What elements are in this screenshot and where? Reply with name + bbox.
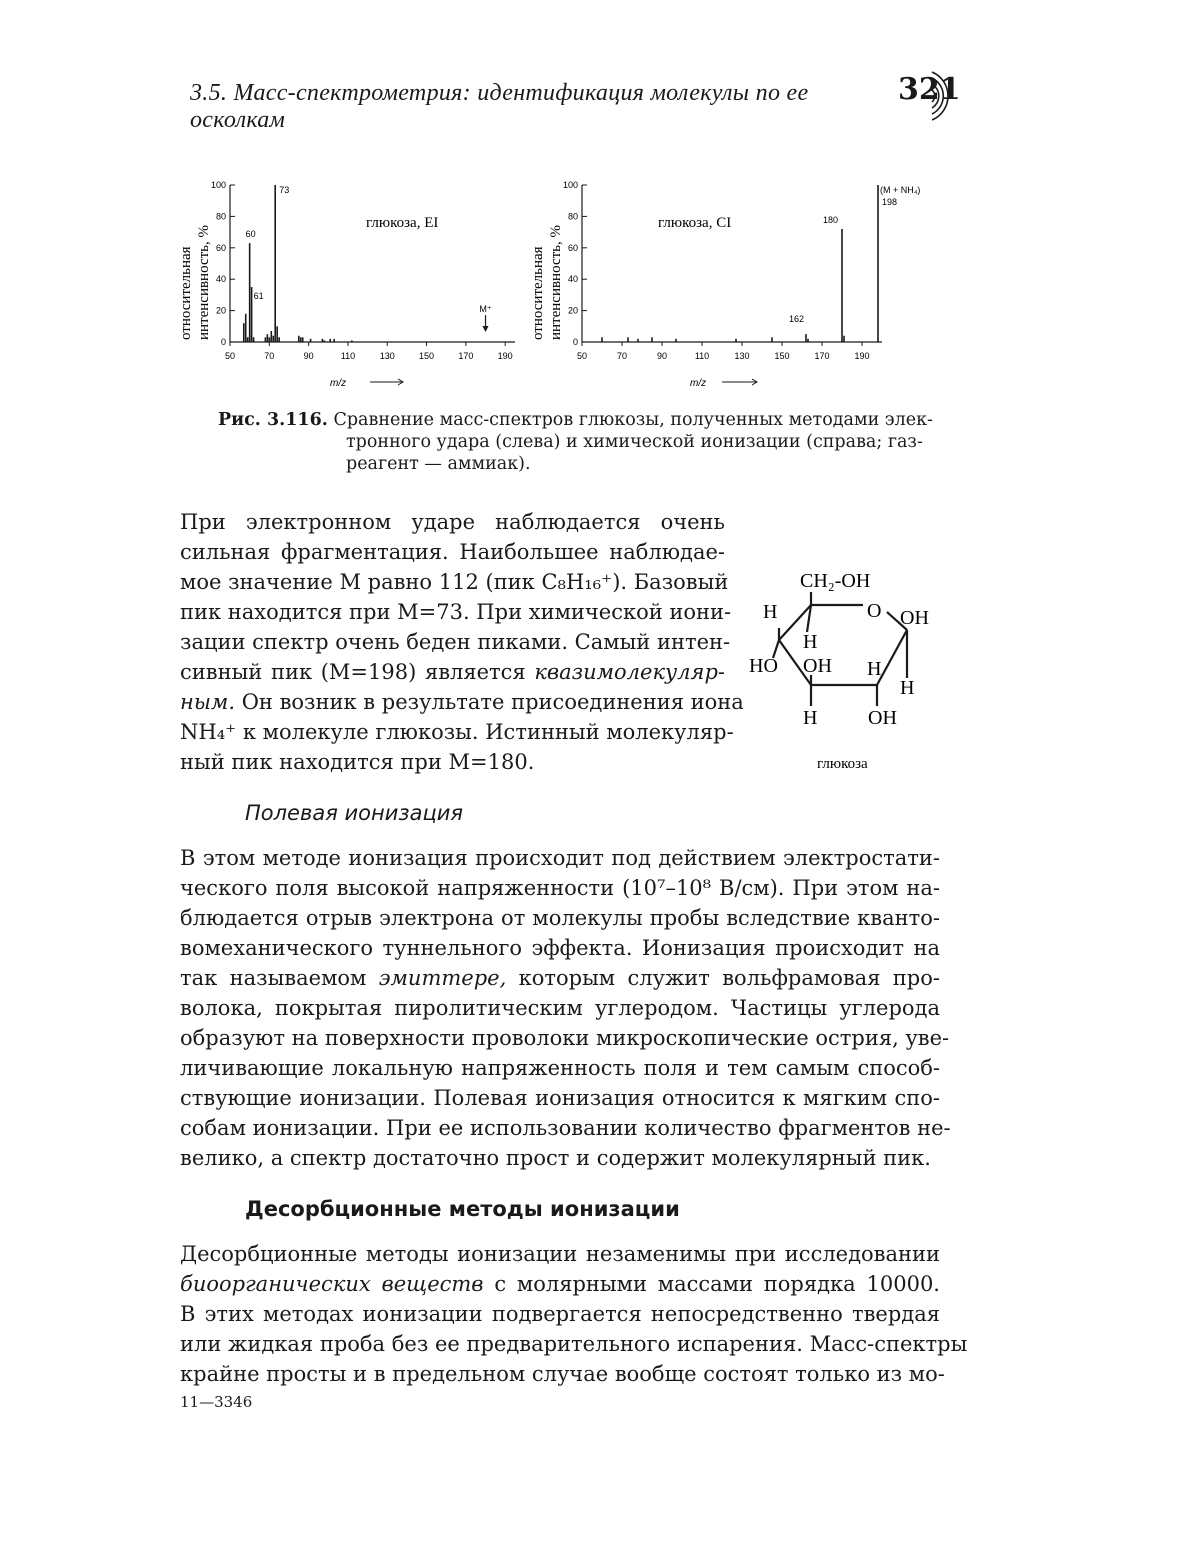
page-number: 321 xyxy=(898,72,961,107)
y-tick-label: 100 xyxy=(562,180,578,190)
x-tick-label: 90 xyxy=(303,351,314,361)
struct-oh-inner: OH xyxy=(803,655,832,677)
term-italic: квазимолекуляр- xyxy=(534,660,725,684)
text-line xyxy=(180,687,744,717)
text-line: блюдается отрыв электрона от молекулы пробы вследствие кванто- xyxy=(180,906,940,930)
x-tick-label: 190 xyxy=(497,351,513,361)
x-tick-label: 130 xyxy=(734,351,750,361)
struct-label: глюкоза xyxy=(817,756,868,772)
x-tick-label: 110 xyxy=(340,351,356,361)
struct-ring-oxygen: O xyxy=(867,600,882,622)
y-tick-label: 40 xyxy=(567,274,578,285)
glucose-structure xyxy=(745,560,945,780)
running-header: 3.5. Масс-спектрометрия: идентификация молекулы по ее осколкам xyxy=(190,80,809,133)
x-tick-label: 70 xyxy=(616,351,628,361)
section-title-desorption: Десорбционные методы ионизации xyxy=(245,1197,680,1221)
text-fragment: с молярными массами порядка 10000. xyxy=(494,1272,940,1296)
text-fragment: так называемом xyxy=(180,966,367,990)
struct-h-inner: H xyxy=(803,631,818,653)
page-ornament-icon xyxy=(930,66,964,126)
x-tick-label: 90 xyxy=(656,351,668,361)
struct-ho: HO xyxy=(749,655,778,677)
text-fragment: Он возник в результате присоединения иона xyxy=(235,690,744,714)
x-axis-label-ei: m/z xyxy=(330,378,347,389)
term-italic: биоорганических веществ xyxy=(180,1272,484,1296)
struct-ch2oh: CH₂-OH xyxy=(800,570,871,592)
chart-ci xyxy=(530,180,920,389)
text-line xyxy=(180,657,725,687)
y-axis-label-line1-ci: относительная xyxy=(530,246,546,340)
adduct-label: (M + NH₄) xyxy=(880,185,921,195)
struct-h-bottom: H xyxy=(803,707,818,729)
text-line: собам ионизации. При ее использовании количество фрагментов не- xyxy=(180,1116,951,1140)
y-tick-label: 80 xyxy=(567,211,578,222)
y-tick-label: 40 xyxy=(215,274,226,285)
figure-caption xyxy=(218,409,958,475)
y-axis-label-line2-ci: интенсивность, % xyxy=(548,224,564,340)
x-tick-label: 130 xyxy=(379,351,395,361)
x-tick-label: 170 xyxy=(458,351,474,361)
text-line xyxy=(180,963,940,993)
peak-label: 61 xyxy=(253,291,264,302)
text-line xyxy=(180,1269,940,1299)
peak-label: 180 xyxy=(822,214,838,225)
text-line: ствующие ионизации. Полевая ионизация относится к мягким спо- xyxy=(180,1086,940,1110)
x-tick-label: 150 xyxy=(774,351,790,361)
text-line: ный пик находится при М=180. xyxy=(180,750,535,774)
x-tick-label: 70 xyxy=(264,351,275,361)
y-axis-label-line1: относительная xyxy=(178,246,194,340)
text-line: В этом методе ионизация происходит под действием электростати- xyxy=(180,846,940,870)
term-italic: ным. xyxy=(180,690,236,714)
struct-h-left: H xyxy=(763,601,778,623)
text-line: образуют на поверхности проволоки микроскопические острия, уве- xyxy=(180,1026,950,1050)
caption-line-3: реагент — аммиак). xyxy=(346,454,531,474)
text-line: ческого поля высокой напряженности (10⁷–10⁸ В/см). При этом на- xyxy=(180,876,940,900)
molecular-ion-label: M⁺ xyxy=(479,304,492,314)
term-italic: эмиттере, xyxy=(378,966,507,990)
text-line: NH₄⁺ к молекуле глюкозы. Истинный молекуляр- xyxy=(180,720,734,744)
text-line: мое значение М равно 112 (пик C₈H₁₆⁺). Базовый xyxy=(180,570,729,594)
x-axis-label-ci: m/z xyxy=(690,378,707,389)
section-title-field-ionization: Полевая ионизация xyxy=(245,801,464,825)
peak-label: 73 xyxy=(279,185,290,195)
x-tick-label: 50 xyxy=(224,351,236,361)
chart-ei xyxy=(178,180,515,389)
y-tick-label: 20 xyxy=(567,305,578,316)
text-line: волока, покрытая пиролитическим углеродом. Частицы углерода xyxy=(180,996,940,1020)
text-line: личивающие локальную напряженность поля и тем самым способ- xyxy=(180,1056,940,1080)
text-line: пик находится при М=73. При химической иони- xyxy=(180,600,732,624)
paragraph-desorption xyxy=(180,1239,968,1389)
text-fragment: сивный пик (М=198) является xyxy=(180,660,526,684)
peak-label: 198 xyxy=(882,197,898,207)
mass-spectra-figure xyxy=(170,170,950,400)
x-tick-label: 150 xyxy=(419,351,435,361)
text-line: зации спектр очень беден пиками. Самый интен- xyxy=(180,630,731,654)
x-tick-label: 110 xyxy=(694,351,710,361)
text-line: При электронном ударе наблюдается очень xyxy=(180,510,725,534)
chart-title-ci: глюкоза, CI xyxy=(658,215,732,231)
x-tick-label: 50 xyxy=(576,351,588,361)
text-fragment: которым служит вольфрамовая про- xyxy=(518,966,940,990)
text-line: В этих методах ионизации подвергается непосредственно твердая xyxy=(180,1302,940,1326)
arrow-down-icon xyxy=(483,326,489,332)
struct-h-right-outer: H xyxy=(900,677,915,699)
y-tick-label: 0 xyxy=(220,337,226,347)
text-line: велико, а спектр достаточно прост и содержит молекулярный пик. xyxy=(180,1146,931,1170)
text-line: или жидкая проба без ее предварительного испарения. Масс-спектры xyxy=(180,1332,968,1356)
caption-line-1: Сравнение масс-спектров глюкозы, полученных методами элек- xyxy=(333,410,933,430)
text-line: Десорбционные методы ионизации незаменимы при исследовании xyxy=(180,1242,940,1266)
paragraph-field-ionization xyxy=(180,843,951,1173)
paragraph-electron-impact xyxy=(180,507,744,777)
y-tick-label: 20 xyxy=(215,305,226,316)
text-line: крайне просты и в предельном случае вообще состоят только из мо- xyxy=(180,1362,945,1386)
x-tick-label: 190 xyxy=(854,351,870,361)
chart-title-ei: глюкоза, EI xyxy=(366,215,439,231)
text-line: вомеханического туннельного эффекта. Ионизация происходит на xyxy=(180,936,940,960)
struct-oh-bottom: OH xyxy=(868,707,897,729)
x-tick-label: 170 xyxy=(814,351,830,361)
figure-label: Рис. 3.116. xyxy=(218,410,328,430)
ring-bonds xyxy=(773,592,907,706)
struct-h-right-inner: H xyxy=(867,658,882,680)
y-axis-label-line2: интенсивность, % xyxy=(196,224,212,340)
y-tick-label: 100 xyxy=(210,180,226,190)
caption-line-2: тронного удара (слева) и химической ионизации (справа; газ- xyxy=(346,432,923,452)
peak-label: 162 xyxy=(788,314,804,325)
text-line: сильная фрагментация. Наибольшее наблюдае- xyxy=(180,540,725,564)
peak-label: 60 xyxy=(245,229,256,240)
y-tick-label: 0 xyxy=(572,337,578,347)
y-tick-label: 60 xyxy=(567,242,578,253)
struct-oh-right: OH xyxy=(900,607,929,629)
y-tick-label: 80 xyxy=(215,211,226,222)
y-tick-label: 60 xyxy=(215,242,226,253)
printer-signature: 11—3346 xyxy=(180,1393,253,1411)
